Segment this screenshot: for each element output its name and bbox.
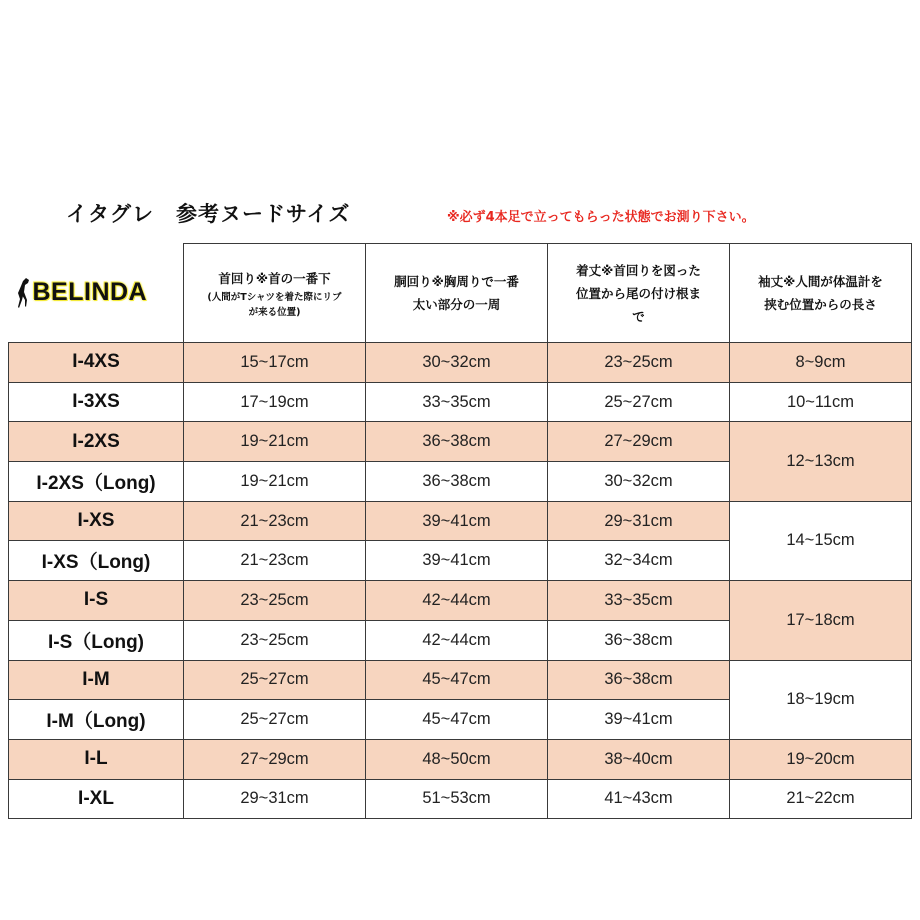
neck-value: 17~19cm xyxy=(184,382,366,422)
chest-value: 33~35cm xyxy=(366,382,548,422)
length-value: 23~25cm xyxy=(548,343,730,383)
neck-value: 23~25cm xyxy=(184,620,366,660)
chest-value: 51~53cm xyxy=(366,779,548,819)
chest-value: 39~41cm xyxy=(366,501,548,541)
header-length xyxy=(548,244,730,343)
size-name: I-M xyxy=(9,660,184,700)
length-value: 27~29cm xyxy=(548,422,730,462)
table-row xyxy=(9,779,912,819)
neck-value: 21~23cm xyxy=(184,501,366,541)
header-length-line3: で xyxy=(632,308,645,324)
chest-value: 42~44cm xyxy=(366,620,548,660)
header-length-line2: 位置から尾の付け根ま xyxy=(575,285,701,301)
neck-value: 29~31cm xyxy=(184,779,366,819)
table-row xyxy=(9,501,912,541)
size-table xyxy=(8,243,912,819)
header-sleeve-line2: 挟む位置からの長さ xyxy=(764,297,877,312)
table-row xyxy=(9,739,912,779)
size-name: I-XL xyxy=(9,779,184,819)
chest-value: 45~47cm xyxy=(366,700,548,740)
sleeve-value: 17~18cm xyxy=(730,581,912,660)
table-row xyxy=(9,581,912,621)
chart-title: イタグレ 参考ヌードサイズ xyxy=(66,202,351,226)
length-value: 25~27cm xyxy=(548,382,730,422)
header-neck-line3: が来る位置) xyxy=(248,306,301,318)
sleeve-value: 14~15cm xyxy=(730,501,912,580)
chest-value: 39~41cm xyxy=(366,541,548,581)
neck-value: 25~27cm xyxy=(184,700,366,740)
size-name: I-4XS xyxy=(9,343,184,383)
table-row xyxy=(9,660,912,700)
size-name: I-3XS xyxy=(9,382,184,422)
sleeve-value: 21~22cm xyxy=(730,779,912,819)
length-value: 36~38cm xyxy=(548,660,730,700)
length-value: 29~31cm xyxy=(548,501,730,541)
neck-value: 19~21cm xyxy=(184,462,366,502)
sleeve-value: 8~9cm xyxy=(730,343,912,383)
length-value: 30~32cm xyxy=(548,462,730,502)
header-chest xyxy=(366,244,548,343)
chest-value: 36~38cm xyxy=(366,422,548,462)
length-value: 41~43cm xyxy=(548,779,730,819)
header-chest-line2: 太い部分の一周 xyxy=(412,297,501,312)
size-name: I-XS（Long) xyxy=(9,541,184,581)
neck-value: 27~29cm xyxy=(184,739,366,779)
brand-logo-text: BELINDA xyxy=(32,278,148,307)
header-neck-line2: (人間がTシャツを着た際にリブ xyxy=(207,291,342,303)
size-name: I-S xyxy=(9,581,184,621)
size-name: I-2XS xyxy=(9,422,184,462)
sleeve-value: 10~11cm xyxy=(730,382,912,422)
table-row xyxy=(9,382,912,422)
chest-value: 36~38cm xyxy=(366,462,548,502)
header-neck xyxy=(184,244,366,343)
greyhound-icon xyxy=(13,276,33,310)
length-value: 38~40cm xyxy=(548,739,730,779)
length-value: 39~41cm xyxy=(548,700,730,740)
logo-cell xyxy=(9,244,184,343)
sleeve-value: 19~20cm xyxy=(730,739,912,779)
size-name: I-M（Long) xyxy=(9,700,184,740)
neck-value: 19~21cm xyxy=(184,422,366,462)
measurement-note: ※必ず4本足で立ってもらった状態でお測り下さい。 xyxy=(447,210,755,225)
chest-value: 45~47cm xyxy=(366,660,548,700)
brand-logo xyxy=(9,276,184,310)
size-name: I-L xyxy=(9,739,184,779)
header-length-line1: 着丈※首回りを図った xyxy=(576,262,701,278)
header-chest-line1: 胴回り※胸周りで一番 xyxy=(394,274,519,289)
header-row xyxy=(9,244,912,343)
table-row xyxy=(9,422,912,462)
neck-value: 25~27cm xyxy=(184,660,366,700)
neck-value: 21~23cm xyxy=(184,541,366,581)
chest-value: 42~44cm xyxy=(366,581,548,621)
header-sleeve-line1: 袖丈※人間が体温計を xyxy=(758,274,883,289)
size-name: I-XS xyxy=(9,501,184,541)
header-sleeve xyxy=(730,244,912,343)
length-value: 33~35cm xyxy=(548,581,730,621)
size-name: I-2XS（Long) xyxy=(9,462,184,502)
table-row xyxy=(9,343,912,383)
length-value: 32~34cm xyxy=(548,541,730,581)
neck-value: 23~25cm xyxy=(184,581,366,621)
neck-value: 15~17cm xyxy=(184,343,366,383)
sleeve-value: 18~19cm xyxy=(730,660,912,739)
chest-value: 30~32cm xyxy=(366,343,548,383)
sleeve-value: 12~13cm xyxy=(730,422,912,501)
size-name: I-S（Long) xyxy=(9,620,184,660)
chest-value: 48~50cm xyxy=(366,739,548,779)
header-neck-line1: 首回り※首の一番下 xyxy=(218,270,331,286)
length-value: 36~38cm xyxy=(548,620,730,660)
